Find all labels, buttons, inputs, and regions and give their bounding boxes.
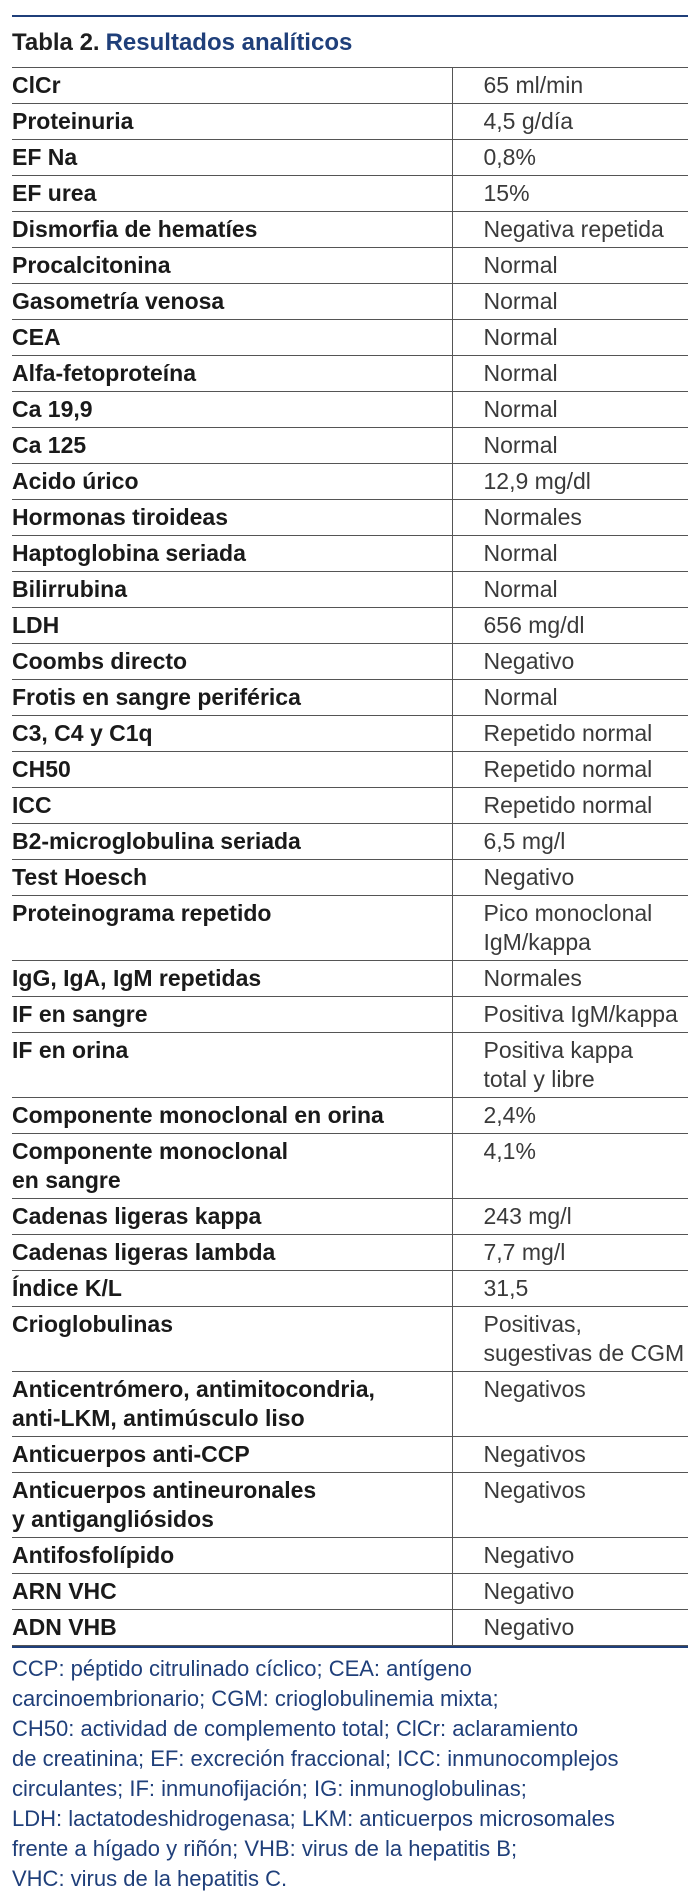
value-cell: Negativo bbox=[483, 1578, 575, 1604]
value-cell: 4,5 g/día bbox=[483, 108, 574, 134]
parameter-cell: Bilirrubina bbox=[12, 572, 452, 608]
table-row bbox=[12, 176, 688, 212]
parameter-cell: ICC bbox=[12, 788, 452, 824]
value-cell: Repetido normal bbox=[483, 756, 653, 782]
table-row bbox=[12, 896, 688, 961]
parameter-cell: C3, C4 y C1q bbox=[12, 716, 452, 752]
value-cell: Negativos bbox=[483, 1376, 586, 1402]
table-figure bbox=[12, 15, 688, 1894]
table-row bbox=[12, 140, 688, 176]
table-row bbox=[12, 356, 688, 392]
table-caption bbox=[12, 27, 688, 59]
table-row bbox=[12, 680, 688, 716]
bottom-rule bbox=[12, 1646, 688, 1648]
parameter-cell: Gasometría venosa bbox=[12, 284, 452, 320]
value-cell: Negativo bbox=[483, 1614, 575, 1640]
table-row bbox=[12, 1098, 688, 1134]
table-row bbox=[12, 824, 688, 860]
value-cell: Normal bbox=[483, 684, 558, 710]
table-row bbox=[12, 1134, 688, 1199]
value-cell: Negativa repetida bbox=[483, 216, 664, 242]
table-row bbox=[12, 860, 688, 896]
parameter-cell: Ca 125 bbox=[12, 428, 452, 464]
value-cell: 65 ml/min bbox=[483, 72, 584, 98]
table-row bbox=[12, 1307, 688, 1372]
table-row bbox=[12, 752, 688, 788]
value-cell: 0,8% bbox=[483, 144, 536, 170]
value-cell: 243 mg/l bbox=[483, 1203, 572, 1229]
table-row bbox=[12, 1033, 688, 1098]
caption-label: Tabla 2. bbox=[12, 29, 100, 56]
table-row bbox=[12, 1271, 688, 1307]
table-row bbox=[12, 644, 688, 680]
value-cell: Negativo bbox=[483, 864, 575, 890]
footnote-line: de creatinina; EF: excreción fraccional; ICC: inmunocomplejos bbox=[12, 1746, 619, 1771]
table-row bbox=[12, 716, 688, 752]
parameter-cell: Haptoglobina seriada bbox=[12, 536, 452, 572]
value-cell: Normal bbox=[483, 576, 558, 602]
parameter-cell: Coombs directo bbox=[12, 644, 452, 680]
value-cell: Normales bbox=[483, 504, 582, 530]
table-row bbox=[12, 536, 688, 572]
value-cell: Pico monoclonal IgM/kappa bbox=[483, 900, 653, 955]
footnote-line: LDH: lactatodeshidrogenasa; LKM: anticuerpos microsomales bbox=[12, 1806, 615, 1831]
parameter-cell: Proteinuria bbox=[12, 104, 452, 140]
parameter-cell: Índice K/L bbox=[12, 1271, 452, 1307]
table-row bbox=[12, 1610, 688, 1646]
parameter-cell: CH50 bbox=[12, 752, 452, 788]
value-cell: 656 mg/dl bbox=[483, 612, 585, 638]
parameter-cell: CEA bbox=[12, 320, 452, 356]
parameter-cell: Dismorfia de hematíes bbox=[12, 212, 452, 248]
value-cell: Negativo bbox=[483, 1542, 575, 1568]
table-row bbox=[12, 1538, 688, 1574]
footnote-line: CH50: actividad de complemento total; ClCr: aclaramiento bbox=[12, 1716, 579, 1741]
parameter-cell: Cadenas ligeras kappa bbox=[12, 1199, 452, 1235]
parameter-cell: Test Hoesch bbox=[12, 860, 452, 896]
parameter-cell: IF en orina bbox=[12, 1033, 452, 1098]
value-cell: 15% bbox=[483, 180, 530, 206]
table-row bbox=[12, 212, 688, 248]
value-cell: Repetido normal bbox=[483, 720, 653, 746]
value-cell: 7,7 mg/l bbox=[483, 1239, 566, 1265]
table-row bbox=[12, 997, 688, 1033]
table-row bbox=[12, 248, 688, 284]
parameter-cell: Proteinograma repetido bbox=[12, 896, 452, 961]
parameter-cell: Acido úrico bbox=[12, 464, 452, 500]
table-row bbox=[12, 608, 688, 644]
table-row bbox=[12, 1437, 688, 1473]
table-row bbox=[12, 68, 688, 104]
table-row bbox=[12, 788, 688, 824]
table-row bbox=[12, 1199, 688, 1235]
footnote-line: frente a hígado y riñón; VHB: virus de la hepatitis B; bbox=[12, 1836, 518, 1861]
footnote-line: carcinoembrionario; CGM: crioglobulinemia mixta; bbox=[12, 1686, 499, 1711]
parameter-cell: Componente monoclonal en orina bbox=[12, 1098, 452, 1134]
table-row bbox=[12, 1372, 688, 1437]
value-cell: 6,5 mg/l bbox=[483, 828, 566, 854]
footnote-line: VHC: virus de la hepatitis C. bbox=[12, 1866, 288, 1891]
parameter-cell: Anticuerpos anti-CCP bbox=[12, 1437, 452, 1473]
value-cell: Normales bbox=[483, 965, 582, 991]
value-cell: Normal bbox=[483, 252, 558, 278]
parameter-cell: EF urea bbox=[12, 176, 452, 212]
parameter-cell: ClCr bbox=[12, 68, 452, 104]
value-cell: Positiva IgM/kappa bbox=[483, 1001, 678, 1027]
parameter-cell: Hormonas tiroideas bbox=[12, 500, 452, 536]
value-cell: Normal bbox=[483, 396, 558, 422]
parameter-cell: LDH bbox=[12, 608, 452, 644]
table-row bbox=[12, 464, 688, 500]
table-row bbox=[12, 284, 688, 320]
parameter-cell: ARN VHC bbox=[12, 1574, 452, 1610]
parameter-cell: Anticentrómero, antimitocondria, anti-LKM, antimúsculo liso bbox=[12, 1372, 452, 1437]
parameter-cell: Cadenas ligeras lambda bbox=[12, 1235, 452, 1271]
value-cell: Normal bbox=[483, 288, 558, 314]
table-row bbox=[12, 428, 688, 464]
footnote-line: CCP: péptido citrulinado cíclico; CEA: antígeno bbox=[12, 1656, 472, 1681]
table-row bbox=[12, 1473, 688, 1538]
table-row bbox=[12, 961, 688, 997]
value-cell: 2,4% bbox=[483, 1102, 536, 1128]
parameter-cell: EF Na bbox=[12, 140, 452, 176]
results-table bbox=[12, 67, 688, 1646]
value-cell: Normal bbox=[483, 324, 558, 350]
table-row bbox=[12, 500, 688, 536]
table-row bbox=[12, 1235, 688, 1271]
value-cell: 12,9 mg/dl bbox=[483, 468, 591, 494]
value-cell: 31,5 bbox=[483, 1275, 529, 1301]
parameter-cell: Anticuerpos antineuronales y antigangliósidos bbox=[12, 1473, 452, 1538]
value-cell: 4,1% bbox=[483, 1138, 536, 1164]
parameter-cell: B2-microglobulina seriada bbox=[12, 824, 452, 860]
table-row bbox=[12, 1574, 688, 1610]
value-cell: Repetido normal bbox=[483, 792, 653, 818]
parameter-cell: Procalcitonina bbox=[12, 248, 452, 284]
table-row bbox=[12, 104, 688, 140]
value-cell: Positivas, sugestivas de CGM bbox=[483, 1311, 685, 1366]
parameter-cell: IF en sangre bbox=[12, 997, 452, 1033]
table-row bbox=[12, 392, 688, 428]
parameter-cell: ADN VHB bbox=[12, 1610, 452, 1646]
caption-title: Resultados analíticos bbox=[105, 29, 353, 56]
value-cell: Normal bbox=[483, 360, 558, 386]
parameter-cell: Componente monoclonal en sangre bbox=[12, 1134, 452, 1199]
value-cell: Negativos bbox=[483, 1441, 586, 1467]
parameter-cell: Antifosfolípido bbox=[12, 1538, 452, 1574]
abbreviations-footnote bbox=[12, 1654, 688, 1894]
value-cell: Normal bbox=[483, 540, 558, 566]
value-cell: Negativos bbox=[483, 1477, 586, 1503]
parameter-cell: Ca 19,9 bbox=[12, 392, 452, 428]
table-row bbox=[12, 320, 688, 356]
table-row bbox=[12, 572, 688, 608]
footnote-line: circulantes; IF: inmunofijación; IG: inmunoglobulinas; bbox=[12, 1776, 527, 1801]
parameter-cell: Crioglobulinas bbox=[12, 1307, 452, 1372]
parameter-cell: Alfa-fetoproteína bbox=[12, 356, 452, 392]
parameter-cell: IgG, IgA, IgM repetidas bbox=[12, 961, 452, 997]
value-cell: Normal bbox=[483, 432, 558, 458]
parameter-cell: Frotis en sangre periférica bbox=[12, 680, 452, 716]
top-rule bbox=[12, 15, 688, 17]
results-table-body bbox=[12, 68, 688, 1646]
value-cell: Negativo bbox=[483, 648, 575, 674]
value-cell: Positiva kappa total y libre bbox=[483, 1037, 634, 1092]
